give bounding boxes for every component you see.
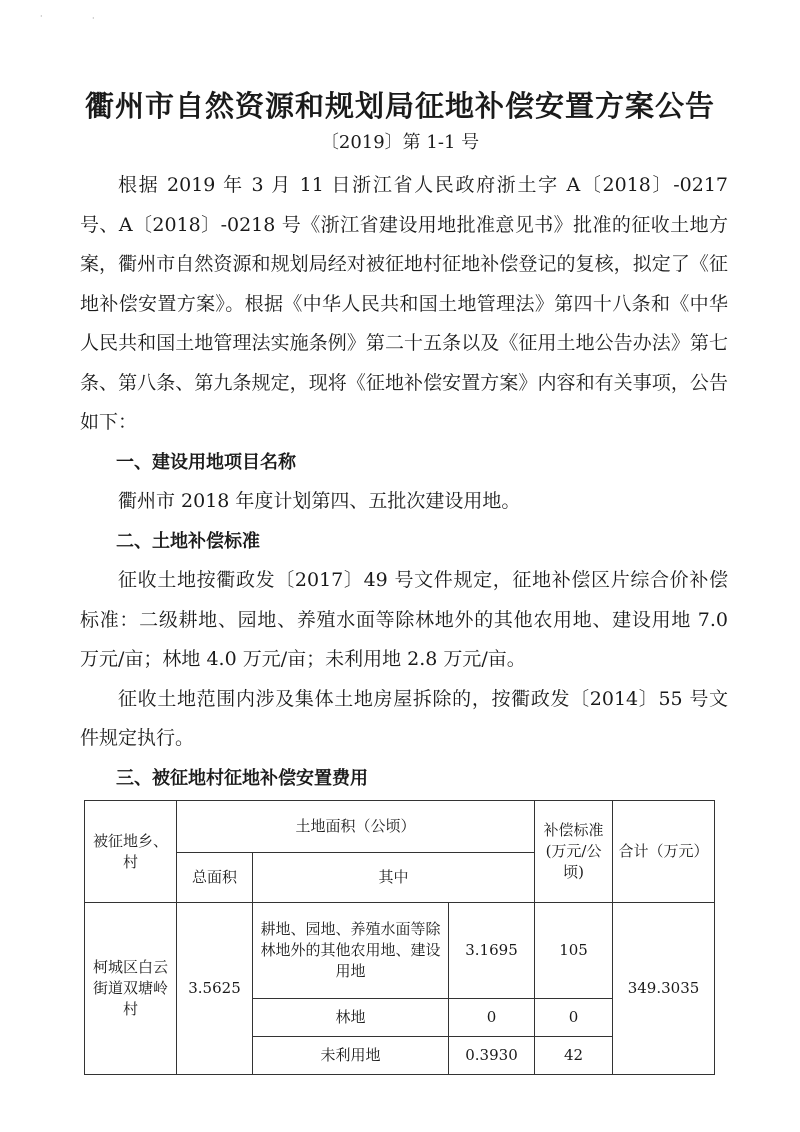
village-name-cell: 柯城区白云街道双塘岭村 (85, 903, 177, 1075)
standard-cell: 105 (535, 903, 613, 999)
section-heading-3: 三、被征地村征地补偿安置费用 (116, 767, 368, 789)
compensation-table-wrapper (84, 800, 714, 1075)
header-sum: 合计（万元） (613, 801, 715, 903)
header-total-area: 总面积 (177, 853, 253, 903)
header-standard: 补偿标准(万元/公顷) (535, 801, 613, 903)
standard-cell: 42 (535, 1037, 613, 1075)
sum-cell: 349.3035 (613, 903, 715, 1075)
header-land-area: 土地面积（公顷） (177, 801, 535, 853)
total-area-cell: 3.5625 (177, 903, 253, 1075)
section-2-paragraph-2: 征收土地范围内涉及集体土地房屋拆除的，按衢政发〔2014〕55 号文件规定执行。 (80, 687, 728, 749)
document-title: 衢州市自然资源和规划局征地补偿安置方案公告 (84, 89, 715, 123)
section-1-text: 衢州市 2018 年度计划第四、五批次建设用地。 (118, 490, 521, 512)
header-of-which: 其中 (253, 853, 535, 903)
section-heading-2: 二、土地补偿标准 (116, 530, 260, 552)
scan-speck: · (40, 12, 43, 21)
compensation-table (84, 800, 715, 1075)
document-body (80, 166, 728, 798)
header-village: 被征地乡、村 (85, 801, 177, 903)
table-header-row (85, 801, 715, 853)
land-type-cell: 未利用地 (253, 1037, 449, 1075)
land-area-cell: 0.3930 (449, 1037, 535, 1075)
section-2-paragraph-1: 征收土地按衢政发〔2017〕49 号文件规定，征地补偿区片综合价补偿标准：二级耕地、园地、养殖水面等除林地外的其他农用地、建设用地 7.0 万元/亩；林地 4.0 万元/亩；未利用地 2.8 万元/亩。 (80, 569, 728, 670)
land-area-cell: 0 (449, 999, 535, 1037)
land-area-cell: 3.1695 (449, 903, 535, 999)
land-type-cell: 林地 (253, 999, 449, 1037)
intro-paragraph: 根据 2019 年 3 月 11 日浙江省人民政府浙土字 A〔2018〕-0217 号、A〔2018〕-0218 号《浙江省建设用地批准意见书》批准的征收土地方案，衢州市自然资源和规划局经对被征地村征地补偿登记的复核，拟定了《征地补偿安置方案》。根据《中华人民共和国土地管理法》第四十八条和《中华人民共和国土地管理法实施条例》第二十五条以及《征用土地公告办法》第七条、第八条、第九条规定，现将《征地补偿安置方案》内容和有关事项，公告如下： (80, 174, 728, 433)
standard-cell: 0 (535, 999, 613, 1037)
land-type-cell: 耕地、园地、养殖水面等除林地外的其他农用地、建设用地 (253, 903, 449, 999)
table-row (85, 903, 715, 999)
document-number: 〔2019〕第 1-1 号 (320, 132, 480, 153)
scan-speck: · (92, 14, 95, 23)
section-heading-1: 一、建设用地项目名称 (116, 451, 296, 473)
